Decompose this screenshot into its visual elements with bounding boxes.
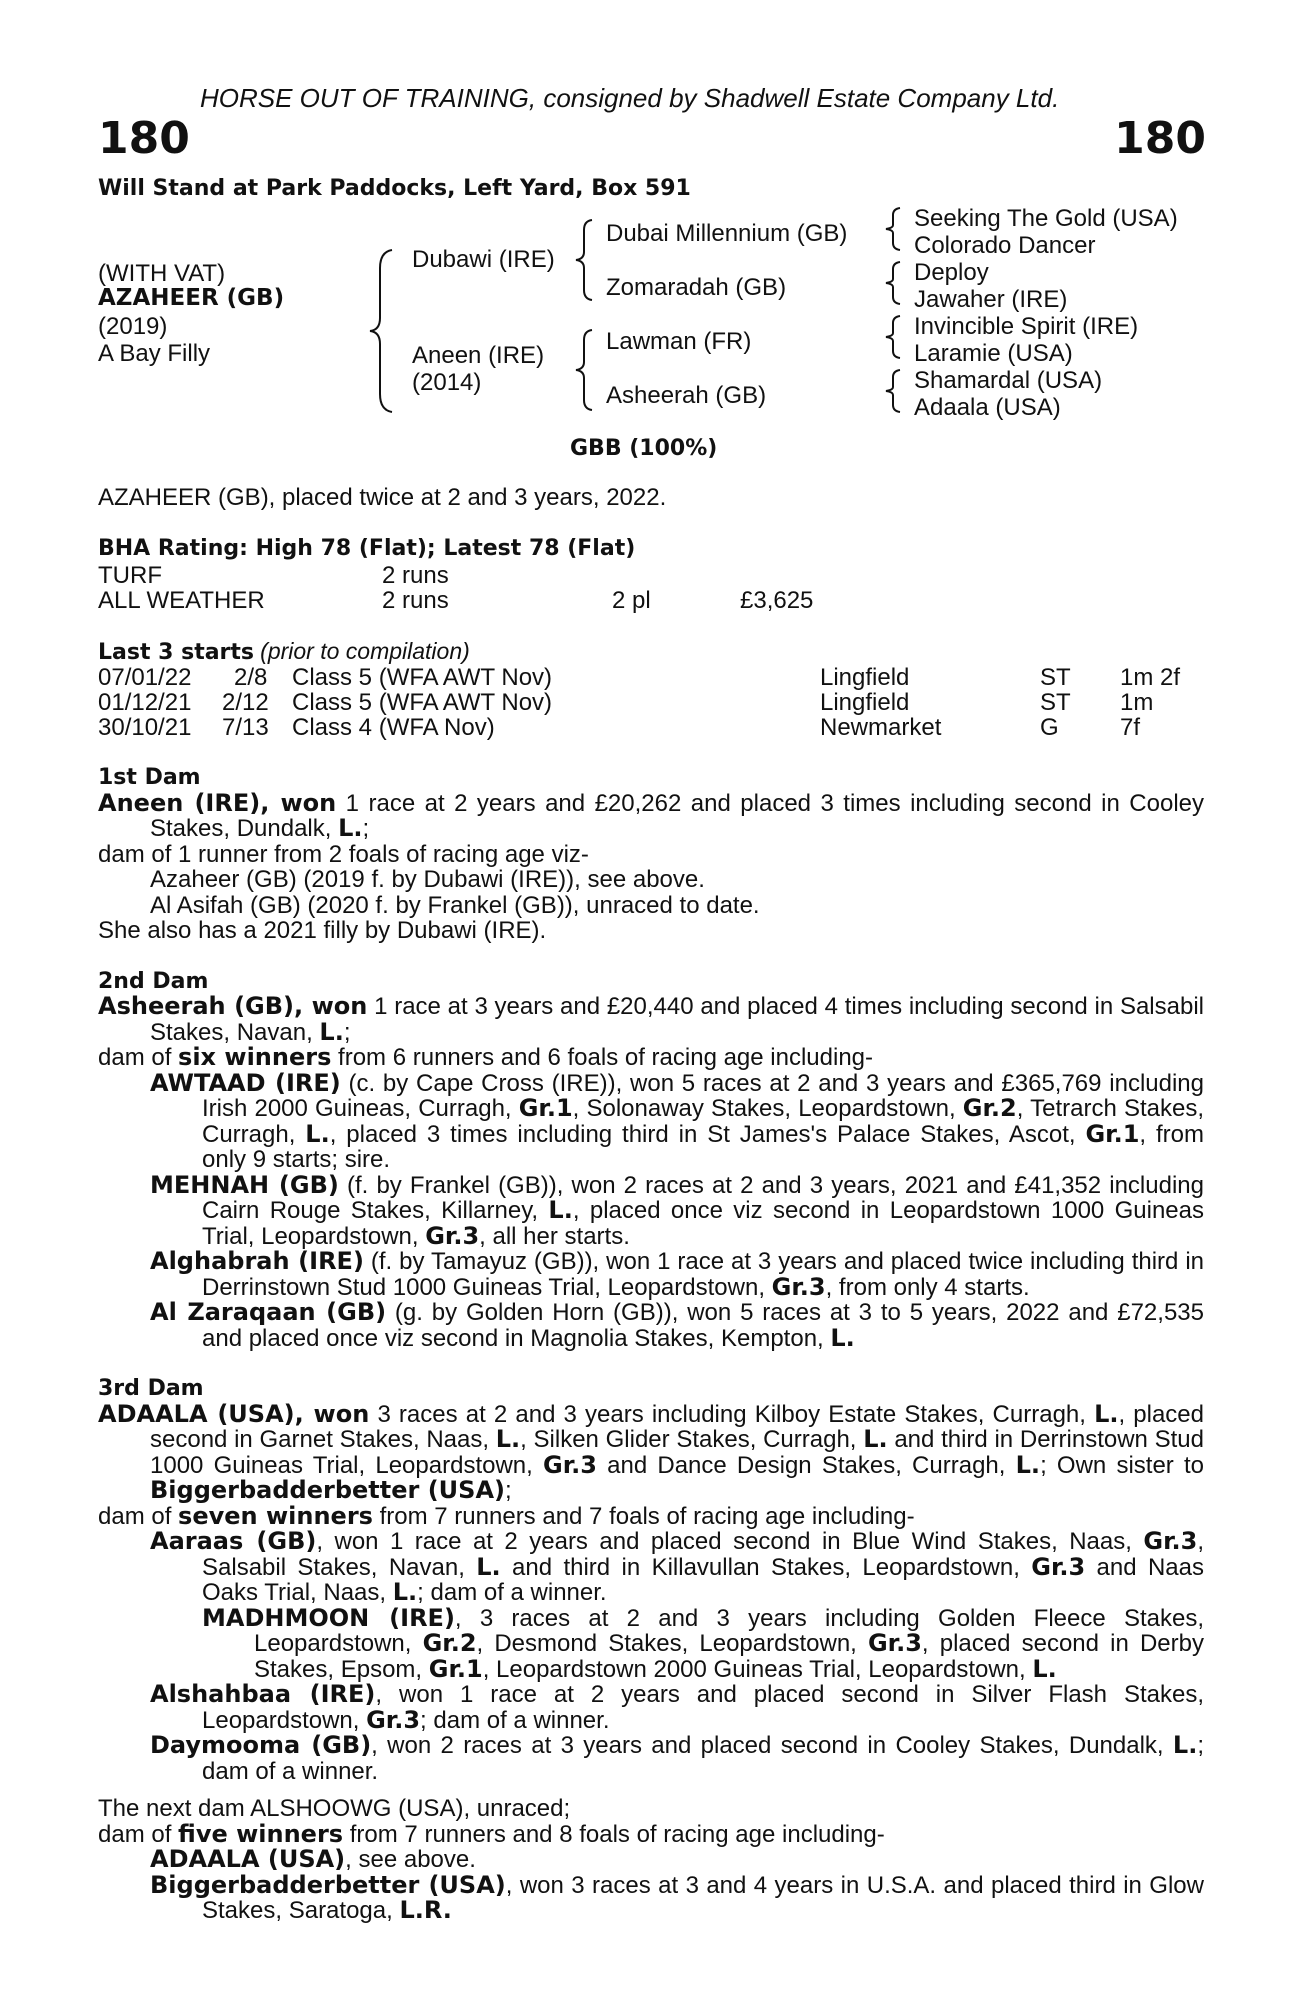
first-dam-foal: Azaheer (GB) (2019 f. by Dubawi (IRE)), see above. [150, 866, 705, 893]
family-section [98, 765, 1204, 1924]
second-dam-produce: dam of six winners from 6 runners and 6 foals of racing age including- [98, 1043, 874, 1071]
pedigree-brace-ss [884, 206, 904, 252]
pedigree-g3-3: Deploy [914, 259, 989, 286]
pedigree-brace-dam [574, 328, 596, 412]
start-distance: 1m [1120, 689, 1154, 716]
produce-entry: MADHMOON (IRE), 3 races at 2 and 3 years including Golden Fleece Stakes, Leopardstown, Gr.2, Desmond Stakes, Leopardstown, Gr.3, placed second in Derby Stakes, Epsom, Gr.1, Leopardstown 2000 Guineas Trial, Leopardstown, L. [202, 1603, 1204, 1683]
pedigree-sire: Dubawi (IRE) [412, 246, 555, 273]
third-dam-produce: dam of seven winners from 7 runners and 7 foals of racing age including- [98, 1501, 915, 1530]
stable-location: Will Stand at Park Paddocks, Left Yard, Box 591 [98, 176, 691, 201]
start-date: 01/12/21 [98, 689, 192, 716]
turf-runs: 2 runs [382, 562, 449, 589]
first-dam-name: Aneen (IRE), won [98, 788, 337, 817]
pedigree-g3-1: Seeking The Gold (USA) [914, 205, 1178, 232]
produce-entry: Daymooma (GB), won 2 races at 3 years and placed second in Cooley Stakes, Dundalk, L.; dam of a winner. [150, 1731, 1205, 1785]
pedigree-g3-4: Jawaher (IRE) [914, 286, 1068, 313]
last-starts-heading [98, 638, 470, 665]
all-weather-runs: 2 runs [382, 587, 449, 614]
all-weather-placed: 2 pl [612, 587, 651, 614]
last-starts-note: (prior to compilation) [260, 638, 470, 664]
start-going: ST [1040, 664, 1071, 691]
pedigree-g3-5: Invincible Spirit (IRE) [914, 313, 1139, 340]
produce-entry: ADAALA (USA), see above. [150, 1845, 476, 1873]
produce-entry: Alshahbaa (IRE), won 1 race at 2 years and placed second in Silver Flash Stakes, Leopardstown, Gr.3; dam of a winner. [150, 1680, 1204, 1734]
third-dam-record: ADAALA (USA), won 3 races at 2 and 3 years including Kilboy Estate Stakes, Curragh, L., placed second in Garnet Stakes, Naas, L., Silken Glider Stakes, Curragh, L. and third in Derrinstown Stud 1000 Guineas Trial, Leopardstown, Gr.3 and Dance Design Stakes, Curragh, L.; Own sister to Biggerbadderbetter (USA); [98, 1399, 1205, 1504]
horse-name: AZAHEER (GB) [98, 285, 285, 311]
pedigree-dam-sire: Lawman (FR) [606, 328, 752, 355]
pedigree-dam-year: (2014) [412, 369, 482, 396]
produce-entry: Biggerbadderbetter (USA), won 3 races at 3 and 4 years in U.S.A. and placed third in Glow Stakes, Saratoga, L.R. [150, 1870, 1204, 1924]
race-summary: AZAHEER (GB), placed twice at 2 and 3 years, 2022. [98, 484, 667, 511]
start-distance: 1m 2f [1120, 664, 1181, 691]
start-distance: 7f [1120, 714, 1141, 741]
vat-note: (WITH VAT) [98, 260, 226, 287]
lot-number-right: 180 [1114, 113, 1206, 164]
second-dam-heading: 2nd Dam [98, 968, 209, 994]
first-dam-foal: Al Asifah (GB) (2020 f. by Frankel (GB)), unraced to date. [150, 891, 760, 919]
produce-entry: Al Zaraqaan (GB) (g. by Golden Horn (GB)), won 5 races at 3 to 5 years, 2022 and £72,535 and placed once viz second in Magnolia Stakes, Kempton, L. [150, 1298, 1204, 1352]
pedigree-dam: Aneen (IRE) [412, 342, 545, 369]
start-course: Newmarket [820, 714, 942, 741]
pedigree-brace-sd [884, 260, 904, 306]
third-dam-heading: 3rd Dam [98, 1376, 204, 1401]
pedigree-g3-7: Shamardal (USA) [914, 367, 1103, 394]
horse-year: (2019) [98, 313, 168, 340]
produce-entry: AWTAAD (IRE) (c. by Cape Cross (IRE)), won 5 races at 2 and 3 years and £365,769 including Irish 2000 Guineas, Curragh, Gr.1, Solonaway Stakes, Leopardstown, Gr.2, Tetrarch Stakes, Curragh, L., placed 3 times including third in St James's Palace Stakes, Ascot, Gr.1, from only 9 starts; sire. [150, 1068, 1204, 1173]
last-starts-title: Last 3 starts [98, 640, 255, 665]
second-dam-record: Asheerah (GB), won 1 race at 3 years and £20,440 and placed 4 times including second in Salsabil Stakes, Navan, L.; [98, 992, 1204, 1046]
pedigree-g3-6: Laramie (USA) [914, 340, 1073, 367]
first-dam-record: Aneen (IRE), won 1 race at 2 years and £20,262 and placed 3 times including second in Cooley Stakes, Dundalk, L.; [98, 788, 1204, 842]
start-course: Lingfield [820, 689, 910, 716]
start-date: 30/10/21 [98, 714, 192, 741]
pedigree-dam-dam: Asheerah (GB) [606, 382, 767, 409]
pedigree-g3-8: Adaala (USA) [914, 394, 1061, 421]
pedigree-brace-dd [884, 368, 904, 414]
breeding-code: GBB (100%) [570, 436, 718, 461]
start-class: Class 5 (WFA AWT Nov) [292, 664, 553, 691]
bha-rating: BHA Rating: High 78 (Flat); Latest 78 (Flat) [98, 536, 636, 561]
catalogue-header: HORSE OUT OF TRAINING, consigned by Shadwell Estate Company Ltd. [200, 83, 1060, 113]
next-dam-produce: dam of five winners from 7 runners and 8 foals of racing age including- [98, 1819, 885, 1848]
pedigree-g3-2: Colorado Dancer [914, 232, 1096, 259]
pedigree-brace-sire [574, 218, 596, 302]
start-position: 2/12 [222, 689, 269, 716]
all-weather-label: ALL WEATHER [98, 587, 265, 614]
all-weather-earnings: £3,625 [740, 587, 814, 614]
pedigree-sire-sire: Dubai Millennium (GB) [606, 220, 848, 247]
start-going: G [1040, 714, 1059, 741]
start-going: ST [1040, 689, 1071, 716]
horse-description: A Bay Filly [98, 340, 211, 367]
lot-number-left: 180 [98, 113, 190, 164]
first-dam-produce: dam of 1 runner from 2 foals of racing age viz- [98, 840, 589, 868]
start-class: Class 5 (WFA AWT Nov) [292, 689, 553, 716]
produce-entry: Aaraas (GB), won 1 race at 2 years and placed second in Blue Wind Stakes, Naas, Gr.3, Salsabil Stakes, Navan, L. and third in Killavullan Stakes, Leopardstown, Gr.3 and Naas Oaks Trial, Naas, L.; dam of a winner. [150, 1527, 1205, 1606]
start-position: 7/13 [222, 714, 269, 741]
pedigree-sire-dam: Zomaradah (GB) [606, 274, 787, 301]
start-class: Class 4 (WFA Nov) [292, 714, 495, 741]
pedigree-brace-main [368, 248, 398, 414]
start-course: Lingfield [820, 664, 910, 691]
produce-entry: Alghabrah (IRE) (f. by Tamayuz (GB)), won 1 race at 3 years and placed twice including third in Derrinstown Stud 1000 Guineas Trial, Leopardstown, Gr.3, from only 4 starts. [150, 1247, 1204, 1301]
turf-label: TURF [98, 562, 162, 589]
start-position: 2/8 [234, 664, 268, 691]
start-date: 07/01/22 [98, 664, 192, 691]
first-dam-heading: 1st Dam [98, 765, 201, 790]
pedigree-brace-ds [884, 314, 904, 360]
next-dam-line: The next dam ALSHOOWG (USA), unraced; [98, 1795, 571, 1822]
first-dam-note: She also has a 2021 filly by Dubawi (IRE). [98, 917, 547, 944]
produce-entry: MEHNAH (GB) (f. by Frankel (GB)), won 2 races at 2 and 3 years, 2021 and £41,352 including Cairn Rouge Stakes, Killarney, L., placed once viz second in Leopardstown 1000 Guineas Trial, Leopardstown, Gr.3, all her starts. [150, 1170, 1204, 1250]
